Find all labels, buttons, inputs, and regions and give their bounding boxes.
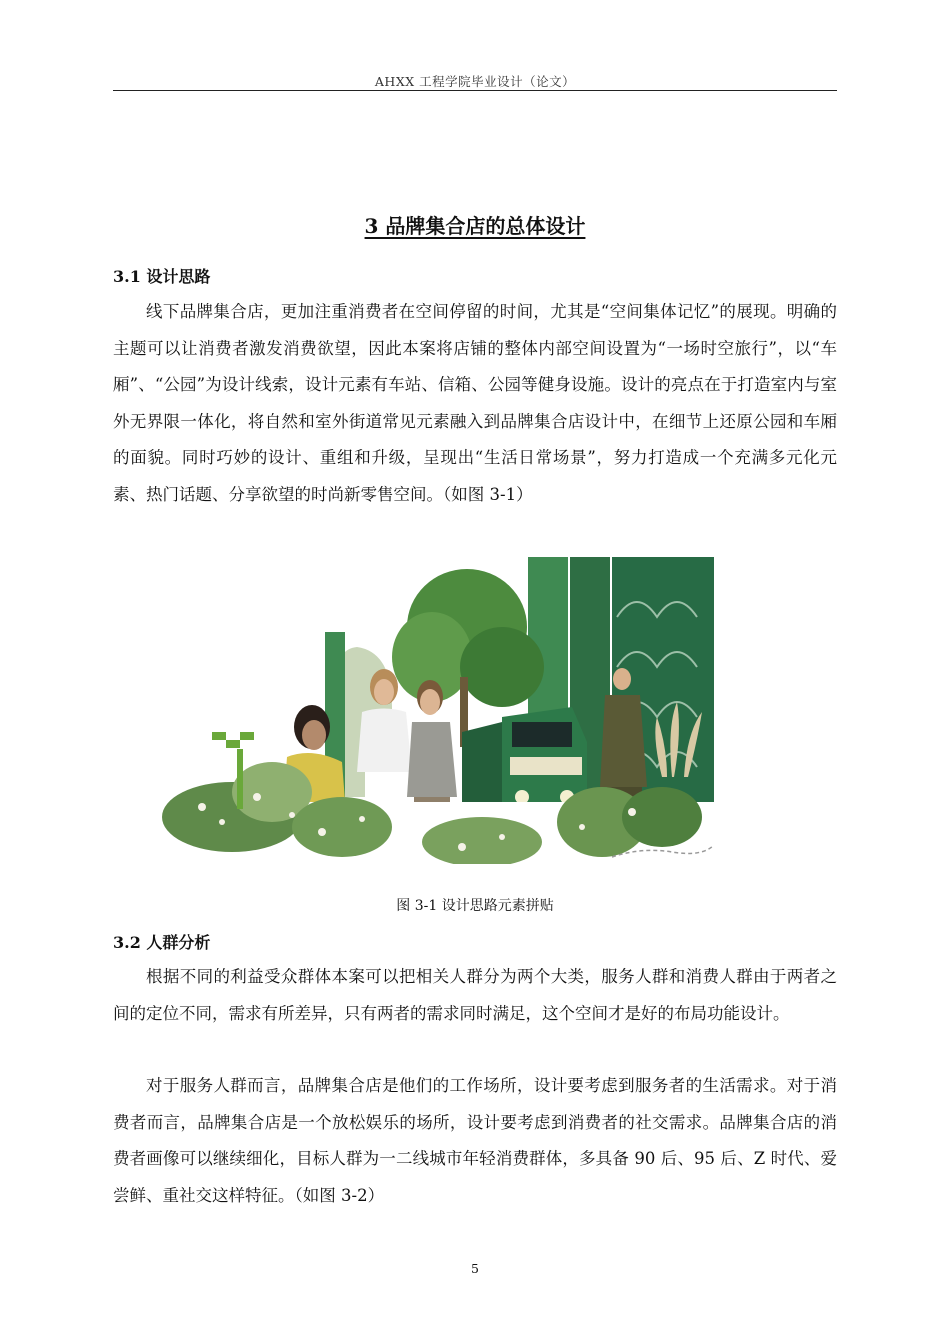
paragraph-crowd-needs: 对于服务人群而言，品牌集合店是他们的工作场所，设计要考虑到服务者的生活需求。对于消费者而言，品牌集合店是一个放松娱乐的场所，设计要考虑到消费者的社交需求。品牌集合店的消费者画像可以继续细化，目标人群为一二线城市年轻消费群体，多具备 90 后、95 后、Z 时代、爱尝鲜、重社交这样特征。（如图 3-2） (113, 1076, 837, 1205)
tree-canopy (460, 627, 544, 707)
figure-caption: 图 3-1 设计思路元素拼贴 (396, 898, 554, 914)
running-header: AHXX 工程学院毕业设计（论文） (374, 74, 576, 89)
paragraph-design-idea: 线下品牌集合店，更加注重消费者在空间停留的时间，尤其是“空间集体记忆”的展现。明确的主题可以让消费者激发消费欲望，因此本案将店铺的整体内部空间设置为“一场时空旅行”，以“车厢”、“公园”为设计线索，设计元素有车站、信箱、公园等健身设施。设计的亮点在于打造室内与室外无界限一体化，将自然和室外街道常见元素融入到品牌集合店设计中，在细节上还原公园和车厢的面貌。同时巧妙的设计、重组和升级，呈现出“生活日常场景”，努力打造成一个充满多元化元素、热门话题、分享欲望的时尚新零售空间。（如图 3-1） (113, 302, 837, 504)
header-rule (113, 90, 837, 91)
page-number: 5 (471, 1261, 479, 1276)
chapter-title: 3 品牌集合店的总体设计 (364, 214, 586, 238)
figure-collage-image (162, 557, 714, 864)
section-heading-3-2: 3.2 人群分析 (113, 933, 211, 952)
paragraph-crowd-analysis: 根据不同的利益受众群体本案可以把相关人群分为两个大类，服务人群和消费人群由于两者之间的定位不同，需求有所差异，只有两者的需求同时满足，这个空间才是好的布局功能设计。 (113, 967, 837, 1023)
collage-illustration (162, 557, 714, 864)
section-heading-3-1: 3.1 设计思路 (113, 267, 211, 286)
